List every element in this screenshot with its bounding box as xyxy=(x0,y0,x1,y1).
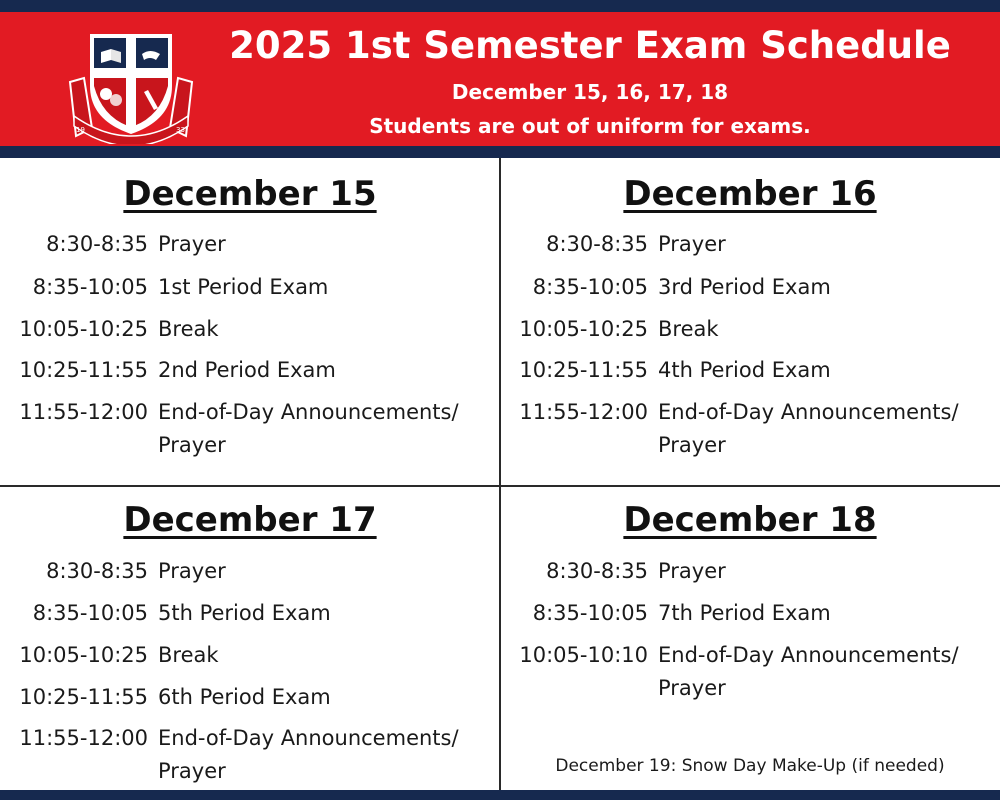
snow-day-footnote: December 19: Snow Day Make-Up (if needed) xyxy=(555,756,945,776)
event-label: 4th Period Exam xyxy=(658,358,831,382)
schedule-row xyxy=(0,722,500,783)
event-label: Prayer xyxy=(158,232,226,256)
schedule-row xyxy=(500,639,1000,700)
schedule-row xyxy=(500,555,1000,595)
time-slot: 10:05-10:25 xyxy=(19,317,148,341)
event-label: End-of-Day Announcements/ Prayer xyxy=(158,726,459,783)
crest-year-left: 19 xyxy=(76,126,85,134)
schedule-row xyxy=(0,271,500,311)
schedule-row xyxy=(500,313,1000,353)
schedule-row xyxy=(500,597,1000,637)
day-title: December 15 xyxy=(123,174,377,214)
day-title: December 18 xyxy=(623,500,877,540)
exam-dates: December 15, 16, 17, 18 xyxy=(451,80,729,104)
schedule-row xyxy=(500,396,1000,457)
schedule-row xyxy=(0,396,500,457)
schedule-row xyxy=(0,639,500,679)
schedule-row xyxy=(500,271,1000,311)
event-label: Prayer xyxy=(158,559,226,583)
time-slot: 10:05-10:10 xyxy=(519,643,648,667)
bottom-navy-stripe xyxy=(0,790,1000,800)
day-title: December 16 xyxy=(623,174,877,214)
schedule-row xyxy=(500,228,1000,268)
event-label: Break xyxy=(158,643,219,667)
schedule-row xyxy=(500,354,1000,394)
time-slot: 11:55-12:00 xyxy=(19,400,148,424)
schedule-row xyxy=(0,228,500,268)
time-slot: 8:35-10:05 xyxy=(532,275,648,299)
schedule-row xyxy=(0,681,500,721)
time-slot: 8:30-8:35 xyxy=(46,559,148,583)
time-slot: 10:05-10:25 xyxy=(19,643,148,667)
schedule-row xyxy=(0,313,500,353)
time-slot: 8:30-8:35 xyxy=(46,232,148,256)
event-label: 1st Period Exam xyxy=(158,275,329,299)
horizontal-divider xyxy=(0,485,1000,487)
schedule-row xyxy=(0,354,500,394)
event-label: Prayer xyxy=(658,559,726,583)
crest-year-right: 33 xyxy=(176,126,185,134)
time-slot: 8:30-8:35 xyxy=(546,232,648,256)
event-label: End-of-Day Announcements/ Prayer xyxy=(158,400,459,457)
time-slot: 8:35-10:05 xyxy=(32,275,148,299)
top-navy-stripe xyxy=(0,0,1000,12)
time-slot: 11:55-12:00 xyxy=(19,726,148,750)
day-title: December 17 xyxy=(123,500,377,540)
time-slot: 8:30-8:35 xyxy=(546,559,648,583)
event-label: End-of-Day Announcements/ Prayer xyxy=(658,643,959,700)
event-label: 3rd Period Exam xyxy=(658,275,831,299)
event-label: Prayer xyxy=(658,232,726,256)
time-slot: 10:25-11:55 xyxy=(19,358,148,382)
schedule-row xyxy=(0,555,500,595)
time-slot: 8:35-10:05 xyxy=(32,601,148,625)
event-label: 5th Period Exam xyxy=(158,601,331,625)
time-slot: 10:05-10:25 xyxy=(519,317,648,341)
schedule-row xyxy=(0,597,500,637)
page-title: 2025 1st Semester Exam Schedule xyxy=(229,24,951,67)
event-label: End-of-Day Announcements/ Prayer xyxy=(658,400,959,457)
uniform-note: Students are out of uniform for exams. xyxy=(369,114,811,138)
time-slot: 10:25-11:55 xyxy=(519,358,648,382)
time-slot: 8:35-10:05 xyxy=(532,601,648,625)
event-label: 7th Period Exam xyxy=(658,601,831,625)
event-label: 2nd Period Exam xyxy=(158,358,336,382)
event-label: Break xyxy=(158,317,219,341)
time-slot: 11:55-12:00 xyxy=(519,400,648,424)
school-crest-logo xyxy=(64,20,198,144)
header-navy-stripe xyxy=(0,146,1000,158)
event-label: 6th Period Exam xyxy=(158,685,331,709)
event-label: Break xyxy=(658,317,719,341)
time-slot: 10:25-11:55 xyxy=(19,685,148,709)
